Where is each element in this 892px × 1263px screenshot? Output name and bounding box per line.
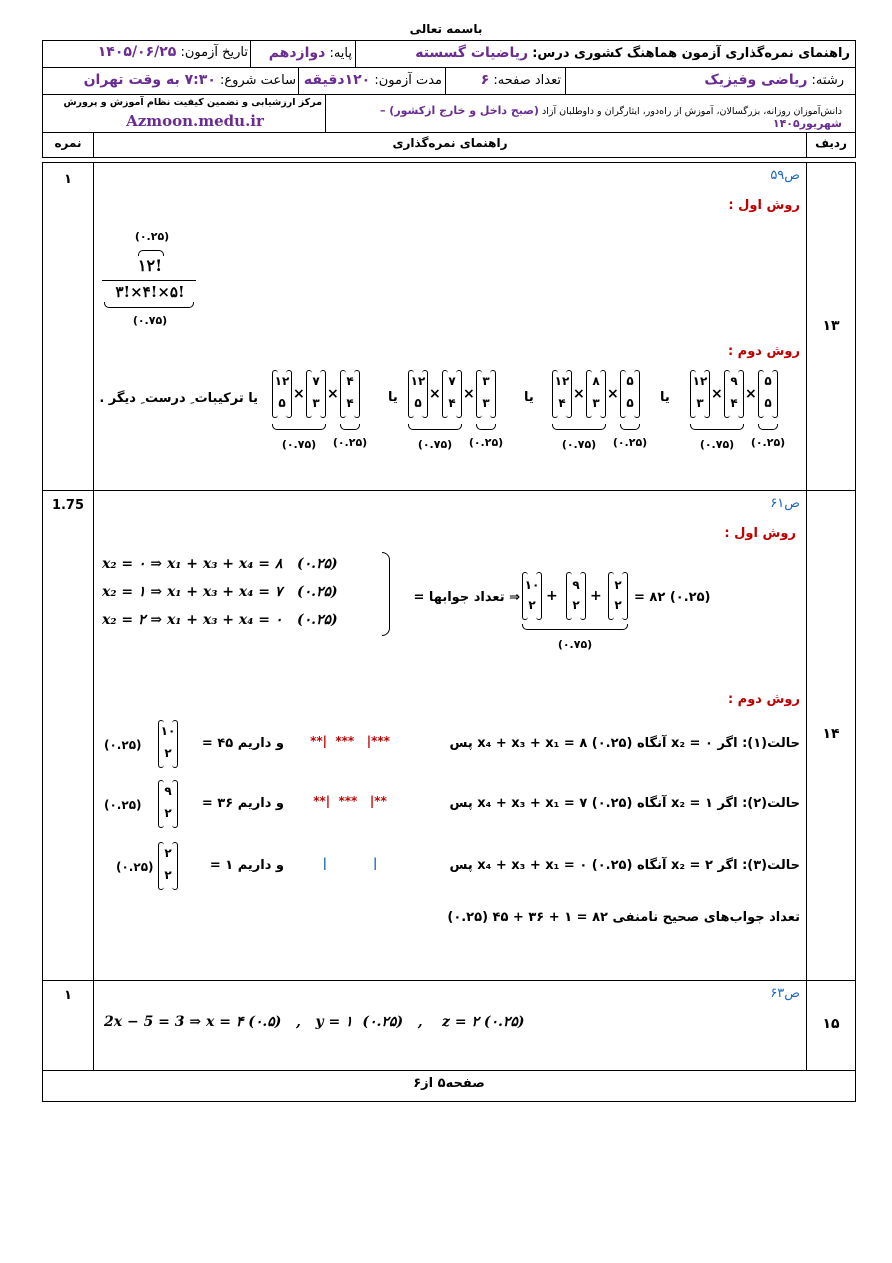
- q13-number: ۱۳: [822, 318, 840, 334]
- q13-points-a: (۰.۷۵): [417, 438, 453, 451]
- start-time: ساعت شروع: ۷:۳۰ به وقت تهران: [83, 72, 296, 88]
- times-sign: ×: [607, 386, 619, 402]
- times-sign: ×: [711, 386, 723, 402]
- times-sign: ×: [293, 386, 305, 402]
- q14-case-points: (۰.۲۵): [104, 738, 142, 752]
- basmala: باسمه تعالی: [409, 22, 483, 36]
- q13-binom: ۹ ۴: [724, 370, 744, 418]
- q14-case-1: حالت(۱): اگر ۰ = x₂ آنگاه (۰.۲۵) ۸ = x₄ + x₃ + x₁ پس: [449, 736, 800, 751]
- q14-case-binom: ۹ ۲: [158, 780, 178, 828]
- q14-method1: روش اول :: [724, 526, 796, 541]
- q14-binom-2: ۹ ۲: [566, 572, 586, 620]
- q13-top-points: (۰.۲۵): [134, 230, 170, 243]
- q13-denominator: ۳!×۴!×۵!: [115, 283, 185, 301]
- q13-bottom-points: (۰.۷۵): [132, 314, 168, 327]
- q14-line-2: x₂ = ۱ ⇒ x₁ + x₃ + x₄ = ۷ (۰.۲۵): [102, 584, 338, 600]
- or-word: یا: [388, 390, 398, 405]
- q13-binom: ۷ ۳: [306, 370, 326, 418]
- q15-equation: 2x − 5 = 3 ⇒ x = ۴ (۰.۵) , y = ۱ (۰.۲۵) , z = ۲ (۰.۲۵): [104, 1014, 525, 1030]
- students-line: دانش‌آموزان روزانه، بزرگسالان، آموزش از راه‌دور، ایثارگران و داوطلبان آزاد (صبح داخل و خارج ازکشور) – شهریور۱۴۰۵: [379, 104, 842, 130]
- times-sign: ×: [573, 386, 585, 402]
- q13-binom: ۳ ۳: [476, 370, 496, 418]
- q14-binom-1: ۱۰ ۲: [522, 572, 542, 620]
- grade: پایه: دوازدهم: [268, 45, 352, 61]
- q14-score: 1.75: [51, 498, 85, 513]
- times-sign: ×: [327, 386, 339, 402]
- q13-binom: ۴ ۴: [340, 370, 360, 418]
- subject-name: ریاضیات گسسته: [415, 45, 529, 61]
- q13-points-b: (۰.۲۵): [468, 436, 504, 449]
- q14-case-value: و داریم ۴۵ =: [201, 736, 284, 751]
- q13-numerator: ۱۲!: [137, 256, 163, 275]
- q14-case-points: (۰.۲۵): [104, 798, 142, 812]
- q14-binom-3: ۲ ۲: [608, 572, 628, 620]
- exam-title: راهنمای نمره‌گذاری آزمون هماهنگ کشوری درس: ریاضیات گسسته: [415, 45, 850, 61]
- q13-method1: روش اول :: [728, 198, 800, 213]
- page-count: تعداد صفحه: ۶: [480, 72, 561, 88]
- q13-binom: ۷ ۴: [442, 370, 462, 418]
- q13-binom: ۱۲ ۴: [552, 370, 572, 418]
- q14-case-value: و داریم ۱ =: [209, 858, 284, 873]
- q14-total: تعداد جواب‌های صحیح نامنفی ۸۲ = ۱ + ۳۶ + ۴۵ (۰.۲۵): [447, 910, 800, 925]
- q14-case-binom: ۲ ۲: [158, 842, 178, 890]
- col-guide: راهنمای نمره‌گذاری: [392, 136, 508, 150]
- q13-points-a: (۰.۷۵): [561, 438, 597, 451]
- page-footer: صفحه۵ از۶: [413, 1076, 485, 1091]
- q14-line-1: x₂ = ۰ ⇒ x₁ + x₃ + x₄ = ۸ (۰.۲۵): [102, 556, 338, 572]
- q14-page-ref: ص۶۱: [770, 496, 800, 511]
- q13-binom: ۵ ۵: [620, 370, 640, 418]
- org-name: مرکز ارزشیابی و تضمین کیفیت نظام آموزش و پرورش: [63, 97, 322, 108]
- duration: مدت آزمون: ۱۲۰دقیقه: [303, 72, 442, 88]
- q14-method2: روش دوم :: [727, 692, 800, 707]
- col-score: نمره: [54, 136, 82, 150]
- times-sign: ×: [745, 386, 757, 402]
- q13-tail: یا ترکیبات ِ درست ِ دیگر .: [99, 391, 258, 406]
- q13-binom: ۱۲ ۳: [690, 370, 710, 418]
- q13-points-a: (۰.۷۵): [699, 438, 735, 451]
- q14-case-3: حالت(۳): اگر ۲ = x₂ آنگاه (۰.۲۵) ۰ = x₄ + x₃ + x₁ پس: [449, 858, 800, 873]
- q13-points-b: (۰.۲۵): [750, 436, 786, 449]
- q13-binom: ۱۲ ۵: [272, 370, 292, 418]
- times-sign: ×: [463, 386, 475, 402]
- q14-case-value: و داریم ۳۶ =: [201, 796, 284, 811]
- website-link[interactable]: Azmoon.medu.ir: [126, 112, 264, 130]
- q14-result: = ۸۲ (۰.۲۵): [634, 590, 711, 605]
- q13-binom: ۸ ۳: [586, 370, 606, 418]
- q14-line-3: x₂ = ۲ ⇒ x₁ + x₃ + x₄ = ۰ (۰.۲۵): [102, 612, 338, 628]
- q14-arrow: ⇒ تعداد جوابها =: [413, 590, 520, 605]
- q14-brace-points: (۰.۷۵): [557, 638, 593, 651]
- q13-binom: ۵ ۵: [758, 370, 778, 418]
- q13-score: ۱: [64, 172, 72, 187]
- q15-page-ref: ص۶۳: [770, 986, 800, 1001]
- q13-method2: روش دوم :: [727, 344, 800, 359]
- q14-number: ۱۴: [822, 726, 840, 742]
- q14-case-marks: **| *** |***: [310, 734, 390, 748]
- col-row: ردیف: [815, 136, 847, 150]
- q15-number: ۱۵: [822, 1016, 840, 1032]
- q14-case-marks: | |: [322, 856, 378, 870]
- q14-case-marks: **| *** |**: [313, 794, 387, 808]
- or-word: یا: [524, 390, 534, 405]
- q13-points-b: (۰.۲۵): [612, 436, 648, 449]
- q14-case-points: (۰.۲۵): [116, 860, 154, 874]
- times-sign: ×: [429, 386, 441, 402]
- q13-points-b: (۰.۲۵): [332, 436, 368, 449]
- q13-binom: ۱۲ ۵: [408, 370, 428, 418]
- q14-case-2: حالت(۲): اگر ۱ = x₂ آنگاه (۰.۲۵) ۷ = x₄ + x₃ + x₁ پس: [449, 796, 800, 811]
- field: رشته: ریاضی وفیزیک: [704, 72, 844, 88]
- q14-case-binom: ۱۰ ۲: [158, 720, 178, 768]
- q15-score: ۱: [64, 988, 72, 1003]
- or-word: یا: [660, 390, 670, 405]
- exam-date: تاریخ آزمون: ۱۴۰۵/۰۶/۲۵: [97, 44, 248, 60]
- q13-page-ref: ص۵۹: [770, 168, 800, 183]
- q13-points-a: (۰.۷۵): [281, 438, 317, 451]
